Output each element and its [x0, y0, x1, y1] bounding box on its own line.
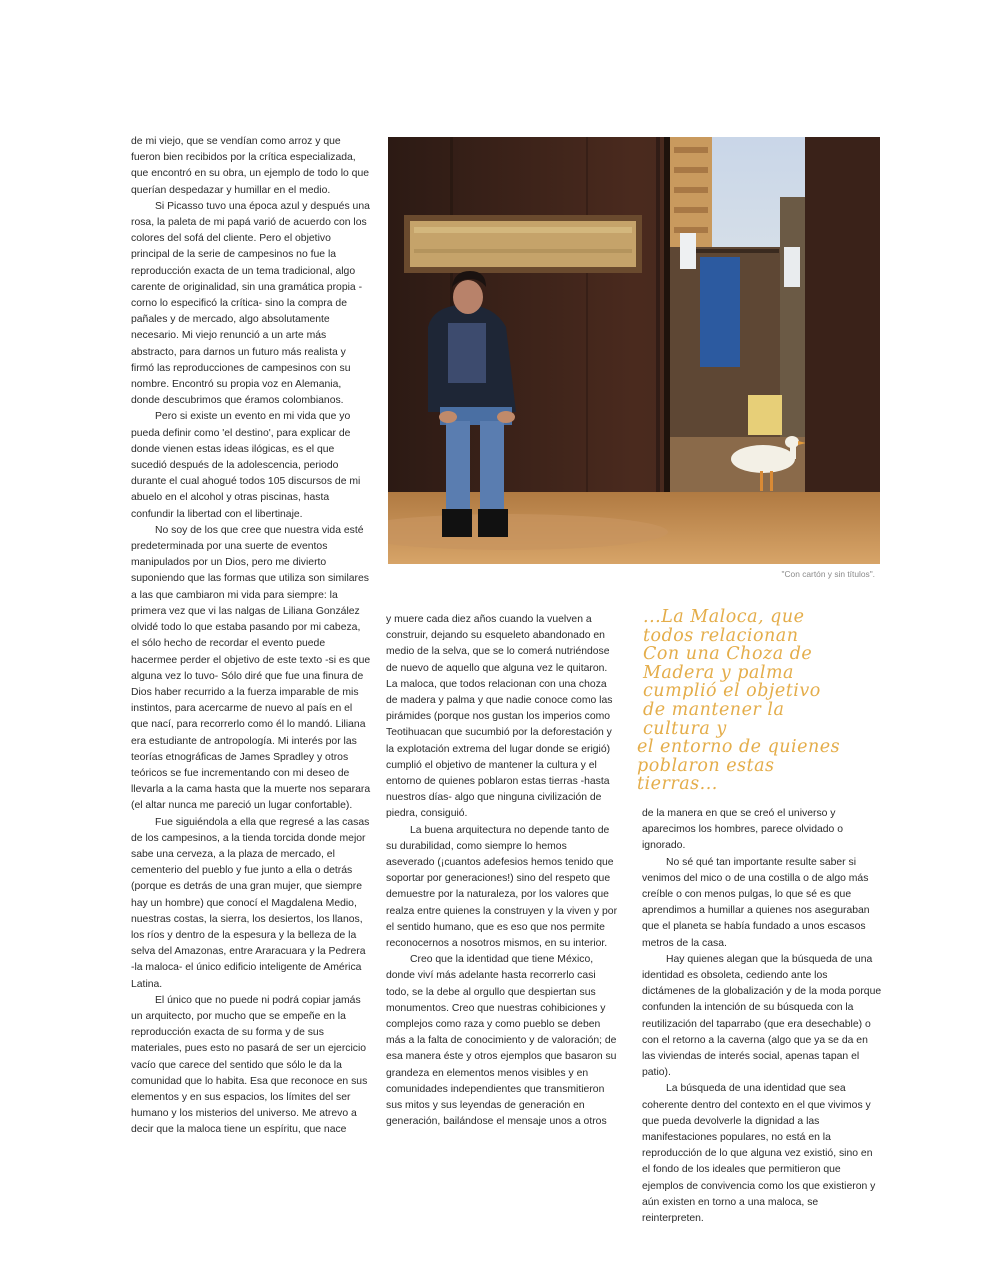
photo-caption: "Con cartón y sin títulos". [781, 569, 875, 579]
pull-quote-line: el entorno de quienes [637, 737, 841, 758]
photograph-elderly-woman-at-doorway [388, 137, 880, 564]
paragraph: Fue siguiéndola a ella que regresé a las casas de los campesinos, a la tienda torcida donde mejor sabe una cerveza, a la plaza de mercado, el cementerio del pueblo y fue junto a ella o detrás (porque es detrás de una gran mujer, que siempre hay un hombre) que conocí el Magdalena Medio, nuestras costas, la sierra, los desiertos, los llanos, los ríos y dentro de la espesura y la belleza de la selva del Amazonas, entre Araracuara y la Pedrera -la maloca- el único edificio inteligente de América Latina. [131, 816, 370, 990]
paragraph: Pero si existe un evento en mi vida que yo pueda definir como 'el destino', para explicar de donde vienen estas ideas ilógicas, es el que sucedió después de la adolescencia, periodo durante el cual ahogué todos 105 discursos de mi abuelo en el alcohol y otras piscinas, hasta confundir la libertad con el libertinaje. [131, 411, 361, 520]
pull-quote-line: todos relacionan [643, 625, 799, 646]
paragraph: No sé qué tan importante resulte saber si venimos del mico o de una costilla o de algo más creíble o con menos pulgas, lo que sé es que aprendimos a humillar a quienes nos aseguraban que el planeta se había fundado a unos escasos metros de la casa. [642, 856, 870, 949]
pull-quote-line: de mantener la [643, 699, 785, 720]
text-column-1 [131, 134, 371, 1139]
paragraph: y muere cada diez años cuando la vuelven a construir, dejando su esqueleto abandonado en medio de la selva, que se lo comerá nutriéndose de nuevo de aquello que alguna vez le quitaron. La maloca, que todos relacionan con una choza de madera y palma y que nadie conoce como las pirámides (porque nos gustan los imperios como Teotihuacan que sucumbió por la deforestación y la explotación extrema del lugar donde se erigió) cumplió el objetivo de mantener la cultura y el entorno de quienes poblaron estas tierras -hasta nuestros días- algo que ninguna civilización de piedra, consiguió. [386, 614, 613, 820]
paragraph: Creo que la identidad que tiene México, donde viví más adelante hasta recorrerlo casi todo, se la debe al orgullo que despiertan sus monumentos. Creo que nuestras cohibiciones y complejos como raza y como pueblo se deben más a la falta de conocimiento y de valoración; de esa manera éste y otros ejemplos que basaron su grandeza en elementos menos visibles y en comunidades independientes que transmitieron sus mitos y sus leyendas de generación en generación, bailándose el mensaje unos a otros [386, 954, 617, 1128]
pull-quote [637, 608, 887, 794]
pull-quote-line: Con una Choza de [643, 644, 813, 665]
pull-quote-line: cultura y [643, 718, 727, 739]
pull-quote-line: ...La Maloca, que [643, 607, 805, 627]
paragraph: El único que no puede ni podrá copiar jamás un arquitecto, por mucho que se empeñe en la reproducción exacta de su forma y de sus materiales, pues esto no pasará de ser un ejercicio vacío que carece del sentido que sólo le da la comunidad que lo habita. Esa que reconoce en sus elementos y en sus espacios, los límites del ser humano y los misterios del universo. Me atrevo a decir que la maloca tiene un espíritu, que nace [131, 994, 368, 1136]
paragraph: de la manera en que se creó el universo y aparecimos los hombres, parece olvidado o ignorado. [642, 808, 843, 852]
photo-illustration [388, 137, 880, 564]
pull-quote-line: Madera y palma [643, 662, 794, 683]
paragraph: La buena arquitectura no depende tanto de su durabilidad, como siempre lo hemos aseverado (¡cuantos adefesios hemos tenido que soportar por generaciones!) sino del respeto que demuestre por la naturaleza, por los valores que realza entre quienes la construyen y la viven y por el sentido humano, que es eso que nos permite reconocernos a nosotros mismos, en su interior. [386, 824, 618, 950]
text-column-3 [642, 806, 882, 1227]
paragraph: de mi viejo, que se vendían como arroz y que fueron bien recibidos por la crítica especializada, que encontró en su obra, un ejemplo de todo lo que querían despedazar y humillar en el medio. [131, 136, 370, 196]
paragraph: Hay quienes alegan que la búsqueda de una identidad es obsoleta, cediendo ante los dictámenes de la globalización y de la moda porque confunden la intención de su búsqueda con la reutilización del taparrabo (que era desechable) o con el retorno a la caverna (algo que ya se da en las viviendas de interés social, apenas tapan el patio). [642, 953, 882, 1079]
text-column-2 [386, 612, 618, 1131]
paragraph: La búsqueda de una identidad que sea coherente dentro del contexto en el que vivimos y que pueda devolverle la dignidad a las manifestaciones populares, no está en la reproducción de lo que alguna vez existió, sino en el fondo de los ideales que permitieron que ejemplos de convivencia como los que existieron y aún existen en torno a una maloca, se reinterpreten. [642, 1083, 876, 1225]
paragraph: No soy de los que cree que nuestra vida esté predeterminada por una suerte de eventos manipulados por un Dios, pero me divierto suponiendo que las formas que utiliza son similares a las que cambiaron mi vida para siempre: la primera vez que vi las nalgas de Liliana González olvidé todo lo que estaba pasando por mi cabeza, el sólo hecho de recordar el evento puede hacermee perder el objetivo de este texto -si es que alguna vez lo tuvo- Sólo diré que fue una finura de Dios haber recurrido a la fuerza imparable de mis instintos, para acercarme de nuevo al país en el que nací, para recorrerlo como él lo mandó. Liliana era estudiante de antropología. Mi interés por las teorías etnográficas de James Spradley y otros teóricos se fue incrementando con mi deseo de llevarla a la cama hasta que la muerte nos separara (el altar nunca me pareció un lugar confortable). [131, 524, 371, 812]
pull-quote-line: cumplió el objetivo [643, 681, 821, 702]
pull-quote-line: tierras... [637, 774, 718, 795]
paragraph: Si Picasso tuvo una época azul y después una rosa, la paleta de mi papá varió de acuerdo con los colores del sofá del cliente. Pero el objetivo principal de la serie de campesinos no fue la reproducción exacta de un tema tradicional, algo carente de originalidad, sin una gramática propia -corno lo especificó la crítica- sino la compra de pañales y de mercado, algo absolutamente necesario. Mi viejo renunció a un arte más abstracto, para darnos un futuro más realista y firmó las reproducciones de campesinos con su nombre. Encontró su propia voz en Alemania, donde descubrimos que éramos colombianos. [131, 200, 370, 407]
pull-quote-line: poblaron estas [637, 755, 775, 776]
